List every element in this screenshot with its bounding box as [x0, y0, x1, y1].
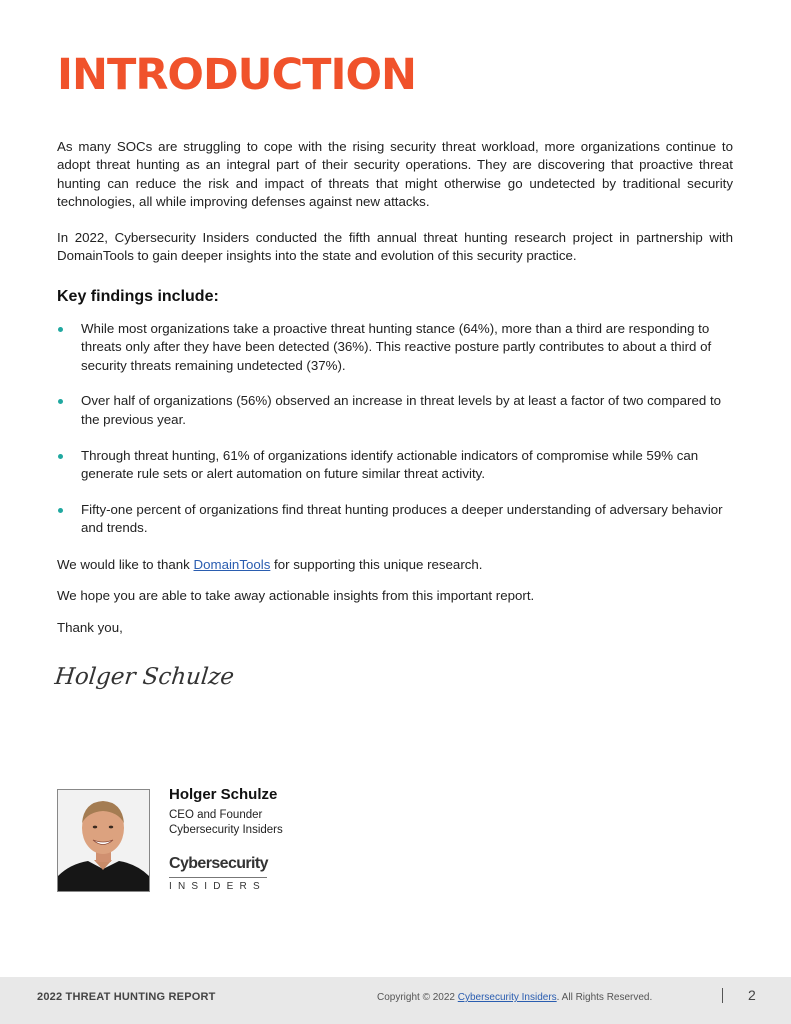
footer-divider [722, 988, 723, 1003]
footer-cybersecurity-insiders-link[interactable]: Cybersecurity Insiders [457, 992, 557, 1003]
page-title: INTRODUCTION [57, 50, 417, 100]
bullet-icon [58, 327, 63, 332]
key-findings-heading: Key findings include: [57, 288, 219, 305]
closing-line: We hope you are able to take away actionable insights from this important report. [57, 588, 535, 603]
author-title: CEO and Founder [169, 809, 263, 821]
finding-text: Through threat hunting, 61% of organizations identify actionable indicators of compromise while 59% can generate rule sets or alert automation on future similar threat activity. [81, 447, 699, 481]
logo-sub-text: INSIDERS [169, 877, 267, 892]
list-item [57, 447, 733, 484]
page-number: 2 [748, 987, 756, 1003]
intro-paragraph-2: In 2022, Cybersecurity Insiders conducted the fifth annual threat hunting research project in partnership with DomainTools to gain deeper insights into the state and evolution of this security practice. [57, 230, 733, 264]
signature-text: Holger Schulze [53, 664, 236, 690]
thanks-before: We would like to thank [57, 557, 194, 572]
thanks-after: for supporting this unique research. [270, 557, 483, 572]
author-name: Holger Schulze [169, 786, 278, 803]
copyright-after: . All Rights Reserved. [556, 992, 653, 1003]
finding-text: Over half of organizations (56%) observed an increase in threat levels by at least a factor of two compared to the previous year. [81, 393, 722, 427]
list-item [57, 392, 733, 429]
author-organization: Cybersecurity Insiders [169, 824, 283, 836]
bullet-icon [58, 454, 63, 459]
finding-text: Fifty-one percent of organizations find threat hunting produces a deeper understanding of adversary behavior and trends. [81, 501, 723, 536]
logo-main-text: Cybersecurity [169, 855, 268, 872]
footer-report-title: 2022 THREAT HUNTING REPORT [37, 991, 216, 1003]
author-portrait-image [58, 790, 149, 891]
bullet-icon [58, 508, 63, 513]
list-item [57, 501, 733, 538]
signature-image [53, 657, 236, 697]
domaintools-link[interactable]: DomainTools [193, 557, 271, 572]
author-photo [57, 789, 150, 892]
bullet-icon [58, 399, 63, 404]
key-findings-list [57, 320, 733, 555]
footer-copyright [377, 992, 652, 1003]
finding-text: While most organizations take a proactive threat hunting stance (64%), more than a third are responding to threats only after they have been detected (36%). This reactive posture partly contributes to about a third of security threats remaining undetected (37%). [81, 321, 712, 373]
sign-off: Thank you, [57, 620, 123, 635]
page-footer [0, 977, 791, 1024]
list-item [57, 320, 733, 375]
cybersecurity-insiders-logo [169, 855, 279, 892]
intro-paragraph-1: As many SOCs are struggling to cope with the rising security threat workload, more organizations continue to adopt threat hunting as an integral part of their security operations. They are discovering that proactive threat hunting can reduce the risk and impact of threats that might otherwise go undetected by traditional security technologies, all while improving defenses against new attacks. [57, 139, 733, 209]
thanks-line [57, 557, 483, 572]
copyright-before: Copyright © 2022 [377, 992, 458, 1003]
